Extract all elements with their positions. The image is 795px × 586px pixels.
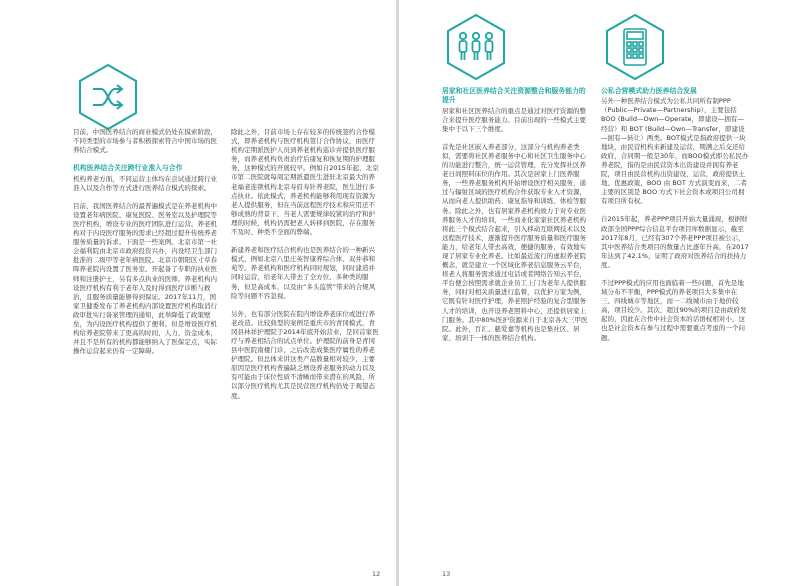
shuffle-icon [75, 64, 141, 134]
section-heading: 机构医养结合关注跨行业准入与合作 [73, 164, 183, 173]
left-column-2 [231, 128, 380, 410]
paragraph: 目前，我国医养结合的最普遍模式是在养老机构中设置老年病医院、康复医院、医务室以及护理院等医疗机构，增设专业的医疗团队进行运营。养老机构对于内设医疗服务的需求已经超过提升传统养老服务质量的诉求。下面是一些案例。北京市第一社会福利院由北京市政府投资兴办，内设经卫生部门批准的二级甲等老年病医院。北京市朝阳区寸草春晖养老院内设置了医务室、开起备了专职的执业医师和注册护士，另有多点执业的医师。养老机构内设医疗机构有利于老年人及时得到医疗诊断与救治，且服务质量能够得到保证。2017年11月，国家卫健委发布了养老机构内部设置医疗机构取消行政审批实行备案管理的通知，此举降低了政策壁垒，为内设医疗机构提供了便利。但是增设医疗机构给养老院带来了更高的时间、人力、资金成本，并且不是所有的机构都能够纳入了医保定点，实际操作运营起来仍有一定障碍。 [73, 201, 218, 356]
section-heading: 公私合营模式助力医养结合发展 [601, 87, 697, 95]
paragraph: 自2015年起，养老PPP项目开始大量涌现，根据财政部全国PPP综合信息平台项目库数据显示，截至2017年8月，已经有307个养老PPP项目被公示，其中医养结合类项目的数量占比逐年升高，在2017年达到了42.1%，证明了政府对医养结合的扶持力度。 [601, 215, 749, 269]
page-number: 12 [372, 570, 381, 578]
paragraph: 机构医养结合关注跨行业准入与合作 机构养老方面，不同运营主体均在尝试通过跨行业准入以及合作等方式进行医养结合模式的探索。 [73, 164, 222, 192]
people-group-icon [443, 14, 509, 84]
left-column-1 [73, 128, 222, 365]
paragraph: 除此之外，目前市场上存在较多的传统签约合作模式，即养老机构与医疗机构签订合作协议，由医疗机构定期派医护人员到养老机构巡诊并提供医疗服务，而养老机构负责治疗后康复和恢复期的护理服务，这种模式的开展较早。例如自2015年起，北京市第二医院就每周定期派遣医生进驻北京最大的养老福老连锁机构北京寿眉寿针养老院，医生进行多点执业。依此模式，养老机构能够利用现有资源为老人提供服务，但在当前远程医疗技术和应用还不够成熟的背景下，当老人需要规律较紧的治疗和护理的时候，机构仍需把老人转移到医院，存在服务不及时、种类不全面的弊端。 [231, 128, 379, 237]
paragraph: 首先是社区嵌入养老部分，这部分与机构养老类似，需要将社区养老服务中心和社区卫生服务中心的功能进行整合，统一运营管理，充分发挥社区养老日间照料床位的作用。其次是居家上门医养服务，一些养老服务机构开始增设医疗相关服务，通过与辐射区域的医疗机构合作获取专业人才资源，从而向老人提供助药、康复指导和训练、体检等服务。除此之外，也有居家养老机构致力于对专业医养服务人才的培训，一些商业化家家社区养老机构将此三个模式结合起来，引入移动互联网技术以及远程医疗技术，逐渐提升医疗服务质量和医疗服务能力，给老年人带去高效、便捷的服务，有效地实现了居家专业化养老。比如最近流行的虚拟养老院概念，就是建立一个区域化养老信息服务云平台，将老人将服务需求通过电话或者网络告知云平台，平台便会按照需求就企业员工上门为老年人提供服务，同时对相关质量进行监督，以优护万家为例，它既有针对医疗护理，养老照护经验的复合型服务人才的培训，也开设养老照料中心，还提供居家上门服务。其中80%医护资源来自于北京各大三甲医院。此外，百汇、慈爱嘉等机构也是集社区、居家、培训于一体的医养结合机构。 [442, 142, 588, 342]
calculator-icon [602, 14, 668, 84]
right-column-1 [442, 87, 590, 352]
left-page [0, 0, 396, 586]
page-number: 13 [442, 570, 451, 578]
right-page [399, 0, 795, 586]
paragraph: 目前，中国医养结合的商业模式仍处在摸索阶段，不同类型的市场参与者积极探索符合中国市场的医养结合模式。 [73, 128, 218, 155]
paragraph: 另外，也有部分医院在院内增设养老床位或进行养老改造。比较典型的案例是重庆市的青冈模式，青冈县林祥护理院于2014年底开始营业，是同首家医疗与养老相结合的试点单位。护理院的前身是青冈县中医院南楼门诊，之后改造成集医疗属性的养老护理院。但总体来讲这类产品数量相对较少，主要原因是医疗机构普遍缺乏增设养老服务的动力以及有可能由于床位性质不清晰而带来潜在的风险，所以部分医疗机构尤其是民营医疗机构仍处于观望态度。 [231, 309, 379, 400]
section-heading: 居家和社区医养结合关注资源整合和服务能力的提升 [442, 87, 586, 105]
paragraph: 新建养老和医疗结合机构也是医养结合的一种新兴模式，例如北京八里庄英智康养综合体、双井恭和苑等。养老机构和医疗机构同时规划，同时建造并同时运营，给老年人带去了全方位、多种类的服务，但是高成本，以及由“多头监管”带来的合规风险等问题不容忽视。 [231, 246, 376, 300]
right-column-2 [601, 87, 749, 352]
paragraph: 公私合营模式助力医养结合发展 另外一种医养结合模式为公私共同所有制PPP（Public—Private—Partnership），主要包括BOO (Build—Own—Operate，即建设—拥有—经营）和 BOT (Build—Own—Transfer，即建设—拥有—转让）两类。BOT模式是指政府提供一块地块，由民营机构来新建及运营，期满之后交还给政府，合同期一般是30年，而BOO模式即公私民办养老院，指的是由民营资本出资建设并拥有养老院，项目由民营机构出资建设，运营，政府提供土地、优惠政策，BOO 由 BOT 方式演变而来，二者主要的区别是 BOO 方式下社会资本或项目公司拥有项目所有权。 [601, 87, 749, 206]
paragraph: 不过PPP模式的应用也面临着一些问题，首先是地域分布不平衡，PPP模式的养老项目大多集中在三、四线城市等地区，而一二线城市由于地价较高，项目较少。其次，超过90%的项目是由政府发起的，因此在合作中社会资本的话语权相对小，这也是社会资本在参与过程中需要重点考虑的一个问题。 [601, 278, 747, 342]
paragraph: 居家和社区医养结合关注资源整合和服务能力的提升 居家和社区医养结合的重点是通过对医疗资源的整合来提升医疗服务能力。目前出现的一些模式主要集中于以下三个维度。 [442, 87, 590, 134]
